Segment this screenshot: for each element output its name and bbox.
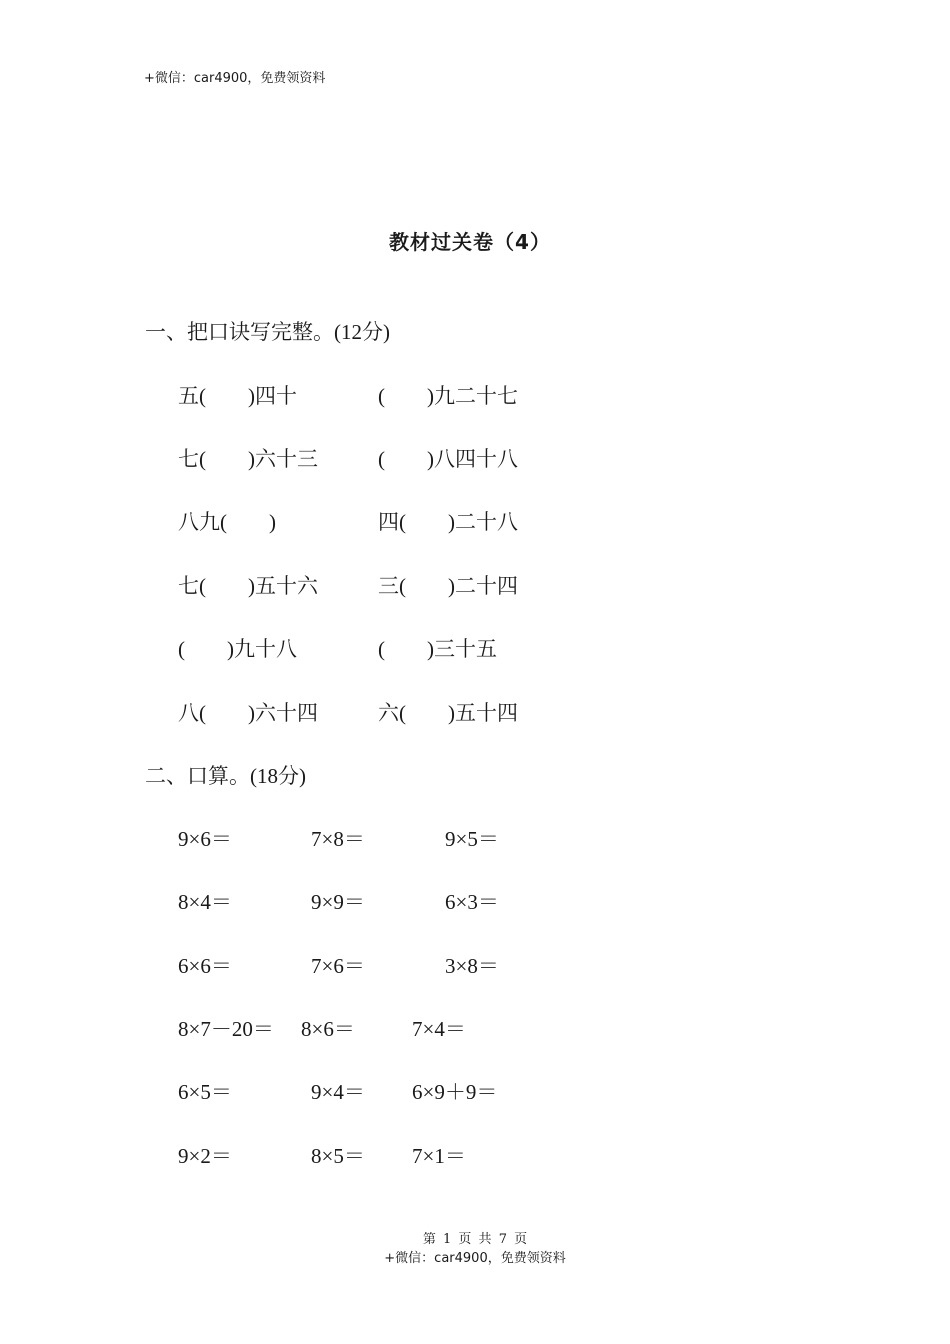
rhyme-item: 八九( ) <box>178 510 276 534</box>
rhyme-item: 六( )五十四 <box>378 701 518 725</box>
arithmetic-item: 7×4＝ <box>412 1017 466 1041</box>
arithmetic-item: 7×1＝ <box>412 1144 466 1168</box>
arithmetic-item: 9×5＝ <box>445 827 499 851</box>
footer-watermark-note: +微信：car4900，免费领资料 <box>384 1251 566 1266</box>
arithmetic-item: 6×6＝ <box>178 954 232 978</box>
rhyme-item: ( )九十八 <box>178 637 297 661</box>
arithmetic-item: 9×9＝ <box>311 890 365 914</box>
arithmetic-item: 8×4＝ <box>178 890 232 914</box>
arithmetic-item: 3×8＝ <box>445 954 499 978</box>
arithmetic-item: 6×5＝ <box>178 1080 232 1104</box>
page-title: 教材过关卷（4） <box>389 230 551 254</box>
rhyme-item: 八( )六十四 <box>178 701 318 725</box>
rhyme-item: 四( )二十八 <box>378 510 518 534</box>
rhyme-item: 五( )四十 <box>178 384 297 408</box>
arithmetic-item: 7×6＝ <box>311 954 365 978</box>
arithmetic-item: 8×7－20＝ <box>178 1017 274 1041</box>
arithmetic-item: 8×6＝ <box>301 1017 355 1041</box>
rhyme-item: ( )八四十八 <box>378 447 518 471</box>
section-2-heading: 二、口算。(18分) <box>145 764 306 788</box>
rhyme-item: ( )九二十七 <box>378 384 518 408</box>
arithmetic-item: 9×6＝ <box>178 827 232 851</box>
arithmetic-item: 9×2＝ <box>178 1144 232 1168</box>
arithmetic-item: 9×4＝ <box>311 1080 365 1104</box>
header-watermark-note: +微信：car4900，免费领资料 <box>144 71 326 86</box>
arithmetic-item: 6×3＝ <box>445 890 499 914</box>
arithmetic-item: 6×9＋9＝ <box>412 1080 498 1104</box>
rhyme-item: 七( )六十三 <box>178 447 318 471</box>
rhyme-item: ( )三十五 <box>378 637 497 661</box>
rhyme-item: 三( )二十四 <box>378 574 518 598</box>
page-number: 第 1 页 共 7 页 <box>422 1232 528 1247</box>
rhyme-item: 七( )五十六 <box>178 574 318 598</box>
arithmetic-item: 7×8＝ <box>311 827 365 851</box>
section-1-heading: 一、把口诀写完整。(12分) <box>145 320 390 344</box>
arithmetic-item: 8×5＝ <box>311 1144 365 1168</box>
